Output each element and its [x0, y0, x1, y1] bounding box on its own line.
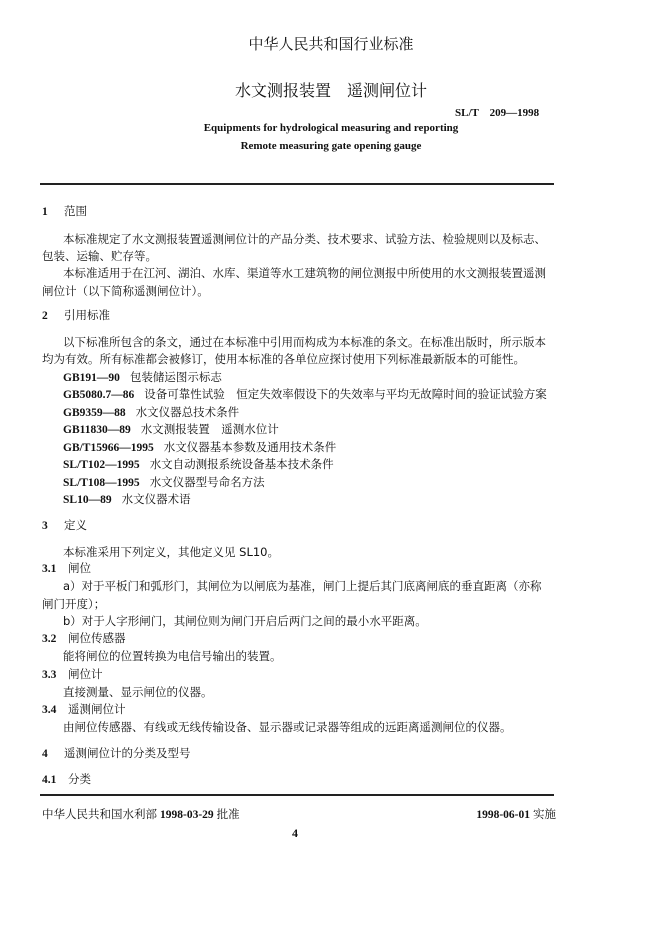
english-title-line2: Remote measuring gate opening gauge	[240, 140, 422, 152]
reference-item: GB/T15966—1995 水文仪器基本参数及通用技术条件	[63, 440, 337, 454]
section-1-paragraph-2-line-1: 本标准适用于在江河、湖泊、水库、渠道等水工建筑物的闸位测报中所使用的水文测报装置遥测	[63, 266, 546, 280]
reference-item: GB191—90 包装储运图示标志	[63, 370, 222, 384]
section-2-heading: 2 引用标准	[42, 308, 110, 322]
reference-item: SL/T108—1995 水文仪器型号命名方法	[63, 475, 265, 489]
definition-3-1-item-b: b）对于人字形闸门，其闸位则为闸门开启后两门之间的最小水平距离。	[63, 614, 427, 628]
page-number: 4	[292, 826, 298, 840]
implementation-line: 1998-06-01 实施	[476, 807, 556, 821]
section-1-paragraph-1-line-2: 包装、运输、贮存等。	[42, 249, 157, 263]
definition-3-2-text: 能将闸位的位置转换为电信号输出的装置。	[63, 649, 282, 663]
section-3-heading: 3 定义	[42, 518, 87, 532]
reference-item: GB5080.7—86 设备可靠性试验 恒定失效率假设下的失效率与平均无故障时间的验证试验方案	[63, 387, 547, 401]
reference-item: SL10—89 水文仪器术语	[63, 492, 191, 506]
definition-3-1-item-a-line-1: a）对于平板门和弧形门，其闸位为以闸底为基准，闸门上提后其门底离闸底的垂直距离（亦称	[63, 579, 542, 593]
section-1-paragraph-2-line-2: 闸位计（以下简称遥测闸位计）。	[42, 284, 209, 298]
definition-3-1-item-a-line-2: 闸门开度）；	[42, 597, 106, 611]
definition-3-3-heading: 3.3 闸位计	[42, 667, 103, 681]
definition-3-4-text: 由闸位传感器、有线或无线传输设备、显示器或记录器等组成的远距离遥测闸位的仪器。	[63, 720, 512, 734]
document-title: 水文测报装置 遥测闸位计	[234, 81, 427, 100]
standard-category: 中华人民共和国行业标准	[248, 35, 414, 53]
footer-divider	[40, 794, 554, 796]
reference-item: GB9359—88 水文仪器总技术条件	[63, 405, 240, 419]
section-1-paragraph-1-line-1: 本标准规定了水文测报装置遥测闸位计的产品分类、技术要求、试验方法、检验规则以及标志、	[63, 232, 546, 246]
reference-item: SL/T102—1995 水文自动测报系统设备基本技术条件	[63, 457, 334, 471]
section-2-paragraph-line-1: 以下标准所包含的条文，通过在本标准中引用而构成为本标准的条文。在标准出版时，所示版本	[63, 335, 546, 349]
header-divider	[40, 183, 554, 185]
section-4-1-heading: 4.1 分类	[42, 772, 91, 786]
section-2-paragraph-line-2: 均为有效。所有标准都会被修订，使用本标准的各单位应探讨使用下列标准最新版本的可能性。	[42, 352, 525, 366]
standard-code: SL/T 209—1998	[455, 107, 540, 119]
definition-3-1-heading: 3.1 闸位	[42, 561, 91, 575]
section-3-intro: 本标准采用下列定义，其他定义见 SL10。	[63, 545, 279, 559]
approval-line: 中华人民共和国水利部 1998-03-29 批准	[42, 807, 240, 821]
section-4-heading: 4 遥测闸位计的分类及型号	[42, 746, 191, 760]
section-1-heading: 1 范围	[42, 204, 87, 218]
reference-item: GB11830—89 水文测报装置 遥测水位计	[63, 422, 279, 436]
english-title-line1: Equipments for hydrological measuring and reporting	[203, 122, 459, 134]
definition-3-3-text: 直接测量、显示闸位的仪器。	[63, 685, 213, 699]
definition-3-2-heading: 3.2 闸位传感器	[42, 631, 126, 645]
definition-3-4-heading: 3.4 遥测闸位计	[42, 702, 126, 716]
